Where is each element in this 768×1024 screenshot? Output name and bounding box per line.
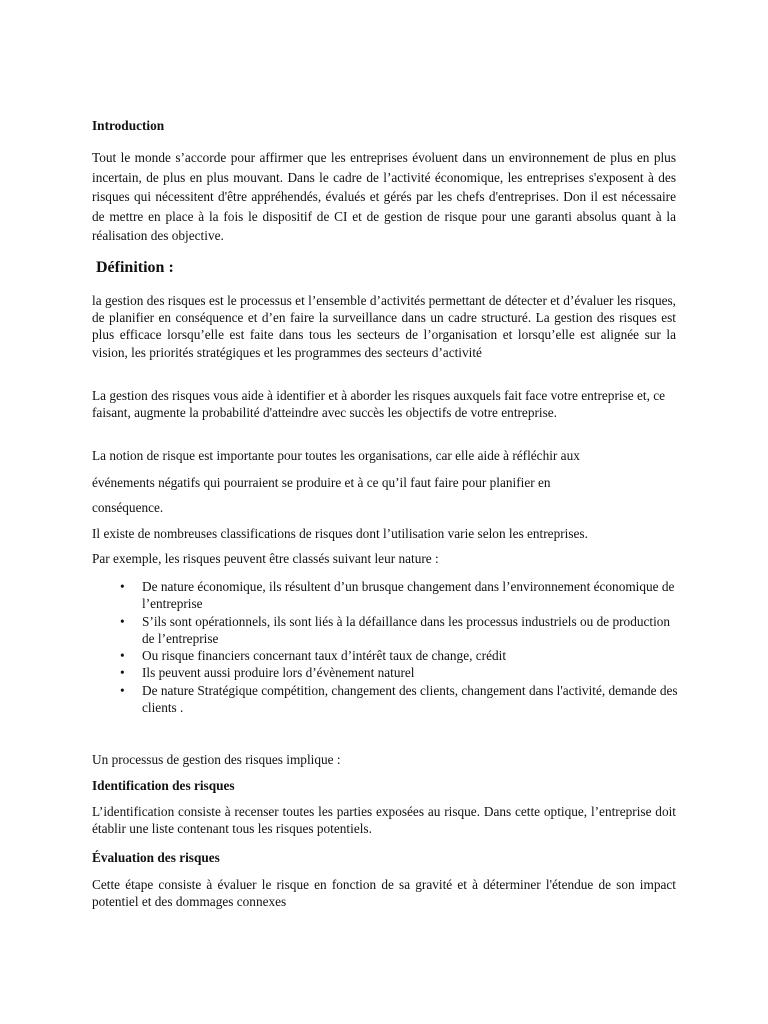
identification-paragraph: L’identification consiste à recenser toutes les parties exposées au risque. Dans cette optique, l’entreprise doit établir une liste contenant tous les risques potentiels. xyxy=(92,804,676,837)
intro-paragraph: Tout le monde s’accorde pour affirmer que les entreprises évoluent dans un environnement de plus en plus incertain, de plus en plus mouvant. Dans le cadre de l’activité économique, les entreprises s'exposent à des risques qui nécessitent d'être appréhendés, évalués et gérés par les chefs d'entreprises. Don il est nécessaire de mettre en place à la fois le dispositif de CI et de gestion de risque pour une garanti absolus quant à la réalisation des objective. xyxy=(92,150,676,243)
list-item-text: Ou risque financiers concernant taux d’intérêt taux de change, crédit xyxy=(142,648,507,664)
notion-line-3: conséquence. xyxy=(92,500,164,515)
list-item-text: De nature Stratégique compétition, changement des clients, changement dans l'activité, demande des clients . xyxy=(142,682,678,716)
list-item-text: De nature économique, ils résultent d’un brusque changement dans l’environnement économique de l’entreprise xyxy=(142,579,675,612)
bullet-icon: • xyxy=(120,613,125,629)
bullet-icon: • xyxy=(120,665,125,681)
bullet-icon: • xyxy=(120,648,125,664)
bullet-icon: • xyxy=(120,579,125,594)
classifications-line: Il existe de nombreuses classifications de risques dont l’utilisation varie selon les entreprises. xyxy=(92,526,588,541)
bullet-icon: • xyxy=(120,682,125,698)
evaluation-heading: Évaluation des risques xyxy=(92,850,220,865)
list-item xyxy=(120,613,680,648)
help-paragraph: La gestion des risques vous aide à identifier et à aborder les risques auxquels fait face votre entreprise et, ce faisant, augmente la probabilité d'atteindre avec succès les objectifs de votre entreprise. xyxy=(92,388,666,421)
list-item xyxy=(120,647,680,664)
list-item-text: S’ils sont opérationnels, ils sont liés à la défaillance dans les processus industriels ou de production de l’entreprise xyxy=(142,613,671,646)
list-item xyxy=(120,682,680,717)
process-line: Un processus de gestion des risques implique : xyxy=(92,752,341,767)
example-line: Par exemple, les risques peuvent être classés suivant leur nature : xyxy=(92,551,439,566)
list-item-text: Ils peuvent aussi produire lors d’évènement naturel xyxy=(142,665,415,681)
identification-heading: Identification des risques xyxy=(92,778,235,793)
definition-heading: Définition : xyxy=(96,259,174,276)
notion-line-2: événements négatifs qui pourraient se produire et à ce qu’il faut faire pour planifier en xyxy=(92,475,551,490)
evaluation-paragraph: Cette étape consiste à évaluer le risque en fonction de sa gravité et à déterminer l'étendue de son impact potentiel et des dommages connexes xyxy=(92,877,676,910)
list-item xyxy=(120,664,680,681)
notion-line-1: La notion de risque est importante pour toutes les organisations, car elle aide à réfléchir aux xyxy=(92,448,580,463)
intro-heading: Introduction xyxy=(92,118,165,133)
risk-types-list xyxy=(120,578,680,716)
definition-paragraph: la gestion des risques est le processus et l’ensemble d’activités permettant de détecter et d’évaluer les risques, de planifier en conséquence et d’en faire la surveillance dans un cadre structuré. La gestion des risques est plus efficace lorsqu’elle est faite dans tous les secteurs de l’organisation et lorsqu’elle est alignée sur la vision, les priorités stratégiques et les programmes des secteurs d’activité xyxy=(92,293,676,360)
list-item xyxy=(120,578,680,613)
